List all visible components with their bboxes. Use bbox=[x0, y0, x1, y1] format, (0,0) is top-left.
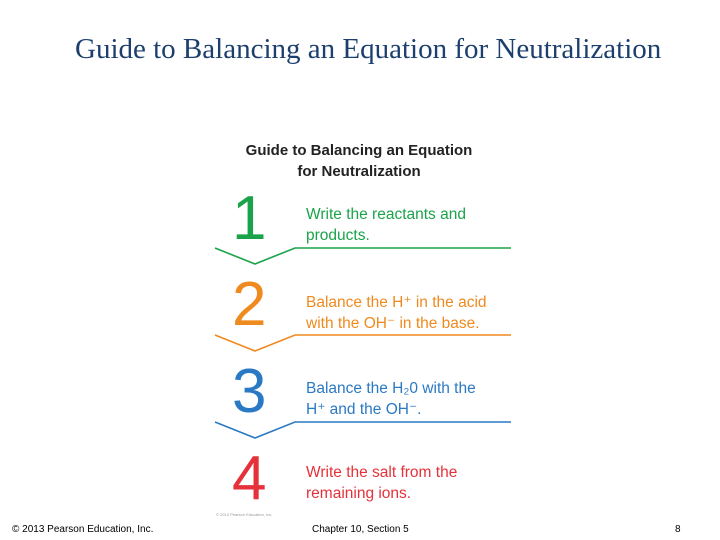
step-1-text bbox=[306, 204, 506, 246]
slide-title: Guide to Balancing an Equation for Neutralization bbox=[75, 33, 662, 65]
step-4 bbox=[210, 446, 510, 512]
step-4-number: 4 bbox=[232, 444, 267, 513]
footer-copyright: © 2013 Pearson Education, Inc. bbox=[12, 524, 154, 535]
step-4-text bbox=[306, 462, 506, 504]
step-2-text bbox=[306, 292, 506, 334]
step-1-number: 1 bbox=[232, 184, 267, 253]
footer-page-number: 8 bbox=[675, 524, 681, 535]
step-4-line2: remaining ions. bbox=[306, 485, 412, 502]
step-1-line1: Write the reactants and bbox=[306, 206, 466, 223]
step-2-line2: with the OH⁻ in the base. bbox=[306, 315, 480, 332]
step-4-line1: Write the salt from the bbox=[306, 464, 458, 481]
figure-credit: © 2013 Pearson Education, Inc. bbox=[216, 512, 273, 517]
step-1-chevron-divider bbox=[215, 246, 511, 268]
footer-chapter: Chapter 10, Section 5 bbox=[312, 524, 409, 535]
step-3-number: 3 bbox=[232, 357, 267, 426]
figure-title bbox=[224, 140, 494, 182]
step-3-line2: H⁺ and the OH⁻. bbox=[306, 401, 422, 418]
balancing-guide-figure bbox=[210, 130, 510, 525]
step-1-line2: products. bbox=[306, 227, 370, 244]
step-3-line1: Balance the H₂0 with the bbox=[306, 380, 476, 397]
step-2-number: 2 bbox=[232, 270, 267, 339]
step-3-text bbox=[306, 378, 506, 420]
figure-title-line2: for Neutralization bbox=[297, 163, 421, 180]
step-2-line1: Balance the H⁺ in the acid bbox=[306, 294, 487, 311]
figure-title-line1: Guide to Balancing an Equation bbox=[245, 142, 473, 159]
step-2-chevron-divider bbox=[215, 333, 511, 355]
step-3-chevron-divider bbox=[215, 420, 511, 442]
